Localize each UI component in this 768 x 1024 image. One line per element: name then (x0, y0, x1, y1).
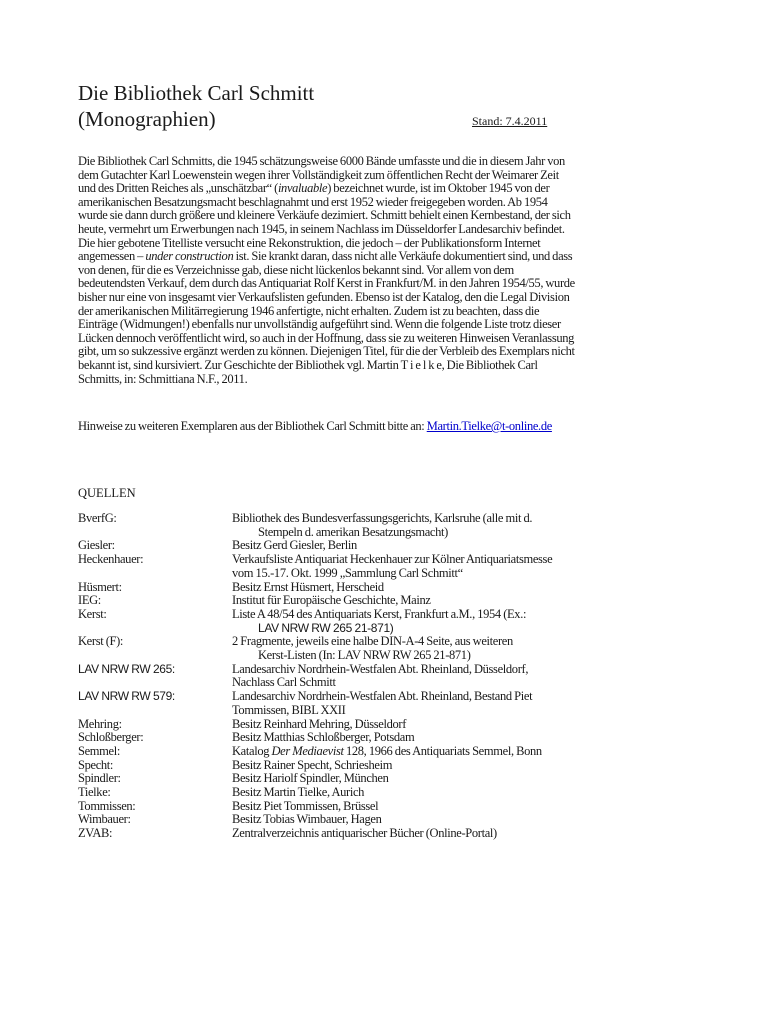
source-key: Hüsmert: (78, 579, 122, 594)
source-value-continued: Tommissen, BIBL XXII (232, 702, 346, 717)
source-value-line: Landesarchiv Nordrhein-Westfalen Abt. Rheinland, Bestand Piet (232, 689, 533, 704)
source-value-continued: Kerst-Listen (In: LAV NRW RW 265 21-871) (258, 648, 471, 663)
source-value-continued: vom 15.-17. Okt. 1999 „Sammlung Carl Schmitt“ (232, 565, 463, 580)
title-line-2: (Monographien) (78, 107, 216, 131)
source-value-line: Landesarchiv Nordrhein-Westfalen Abt. Rheinland, Düsseldorf, (232, 661, 529, 676)
source-key: ZVAB: (78, 826, 113, 841)
intro-paragraph (78, 155, 576, 386)
source-value: Besitz Piet Tommissen, Brüssel (232, 798, 379, 813)
source-value: Zentralverzeichnis antiquarischer Bücher (Online-Portal) (232, 826, 497, 841)
source-row (78, 731, 578, 745)
intro-text-2: ) bezeichnet wurde, ist im Oktober 1945 von der amerikanischen Besatzungsmacht beschlagnahmt und erst 1952 wieder freigegeben worden. Ab 1954 wurde sie dann durch größere und kleinere Verkäufe dezimiert. Schmitt behielt einen Kernbestand, der sich heute, vermehrt um Erwerbungen nach 1945, in seinem Nachlass im Düsseldorfer Landesarchiv befindet. Die hier gebotene Titelliste versucht eine Rekonstruktion, die jedoch – der Publikationsform Internet angemessen – (78, 181, 571, 264)
source-value-line: 2 Fragmente, jeweils eine halbe DIN-A-4 Seite, aus weiteren (232, 634, 513, 649)
source-value-continued: Nachlass Carl Schmitt (232, 675, 336, 690)
source-value-continued: Stempeln d. amerikan Besatzungsmacht) (258, 524, 448, 539)
source-value: Besitz Reinhard Mehring, Düsseldorf (232, 716, 407, 731)
source-value (232, 635, 578, 662)
source-key: Wimbauer: (78, 812, 131, 827)
source-row (78, 827, 578, 841)
source-value (232, 608, 578, 635)
contact-hint (78, 419, 598, 433)
source-key: Kerst: (78, 606, 107, 621)
source-key: BverfG: (78, 511, 117, 525)
under-construction-italic: under construction (145, 249, 234, 264)
source-value-part: 128, 1966 des Antiquariats Semmel, Bonn (343, 743, 542, 758)
source-row (78, 718, 578, 732)
source-value: Besitz Matthias Schloßberger, Potsdam (232, 730, 415, 745)
source-value: Besitz Tobias Wimbauer, Hagen (232, 812, 382, 827)
source-key: Schloßberger: (78, 730, 144, 745)
title-line-1: Die Bibliothek Carl Schmitt (78, 81, 315, 105)
source-value: Besitz Martin Tielke, Aurich (232, 785, 365, 800)
source-value-line: Verkaufsliste Antiquariat Heckenhauer zur Kölner Antiquariatsmesse (232, 552, 553, 567)
source-value: Institut für Europäische Geschichte, Mainz (232, 593, 431, 608)
invaluable-italic: invaluable (277, 181, 328, 196)
source-key: Mehring: (78, 716, 122, 731)
source-key: LAV NRW RW 579: (78, 689, 175, 704)
source-value (232, 745, 578, 759)
source-row (78, 553, 578, 580)
catalog-title-italic: Der Mediaevist (271, 743, 344, 758)
source-row (78, 759, 578, 773)
source-row (78, 786, 578, 800)
source-key: Tielke: (78, 785, 111, 800)
sources-list (78, 512, 578, 841)
hint-text: Hinweise zu weiteren Exemplaren aus der Bibliothek Carl Schmitt bitte an: (78, 419, 427, 433)
source-value: Besitz Ernst Hüsmert, Herscheid (232, 579, 384, 594)
source-row (78, 608, 578, 635)
source-row (78, 800, 578, 814)
source-value: Besitz Rainer Specht, Schriesheim (232, 757, 393, 772)
source-value-line: Liste A 48/54 des Antiquariats Kerst, Frankfurt a.M., 1954 (Ex.: (232, 606, 527, 621)
date-stamp: Stand: 7.4.2011 (472, 114, 548, 128)
source-value (232, 512, 578, 539)
source-value-part: Katalog (232, 743, 272, 758)
source-key: Heckenhauer: (78, 552, 144, 567)
source-value-continued: LAV NRW RW 265 21-871) (258, 620, 394, 635)
source-key: IEG: (78, 593, 101, 608)
source-row (78, 635, 578, 662)
source-row (78, 772, 578, 786)
source-key: Semmel: (78, 743, 120, 758)
source-value (232, 553, 578, 580)
source-row (78, 663, 578, 690)
source-row (78, 539, 578, 553)
source-row (78, 745, 578, 759)
source-key: Kerst (F): (78, 634, 124, 649)
intro-text-1: Die Bibliothek Carl Schmitts, die 1945 schätzungsweise 6000 Bände umfasste und die in diesem Jahr von dem Gutachter Karl Loewenstein wegen ihrer Vollständigkeit zum öffentlichen Recht der Weimarer Zeit und des Dritten Reiches als „unschätzbar“ ( (78, 154, 565, 196)
source-value (232, 663, 578, 690)
source-key: Specht: (78, 757, 114, 772)
email-link[interactable]: Martin.Tielke@t-online.de (426, 419, 552, 433)
document-title (78, 80, 314, 132)
source-key: Spindler: (78, 771, 121, 786)
source-key: Tommissen: (78, 798, 136, 813)
source-value: Besitz Hariolf Spindler, München (232, 771, 389, 786)
source-value (232, 690, 578, 717)
source-row (78, 594, 578, 608)
source-row (78, 690, 578, 717)
source-row (78, 813, 578, 827)
source-value: Besitz Gerd Giesler, Berlin (232, 538, 357, 553)
source-row (78, 581, 578, 595)
source-key: LAV NRW RW 265: (78, 661, 175, 676)
source-value-line: Bibliothek des Bundesverfassungsgerichts, Karlsruhe (alle mit d. (232, 511, 533, 525)
source-row (78, 512, 578, 539)
source-key: Giesler: (78, 538, 115, 553)
intro-text-3: ist. Sie krankt daran, dass nicht alle Verkäufe dokumentiert sind, und dass von denen, für die es Verzeichnisse gab, diese nicht lückenlos bekannt sind. Vor allem von dem bedeutendsten Verkauf, dem durch das Antiquariat Rolf Kerst in Frankfurt/M. in den Jahren 1954/55, wurde bisher nur eine von insgesamt vier Verkaufslisten gefunden. Ebenso ist der Katalog, den die Legal Division der amerikanischen Militärregierung 1946 anfertigte, nicht erhalten. Zudem ist zu beachten, dass die Einträge (Widmungen!) ebenfalls nur unvollständig aufgeführt sind. Wenn die folgende Liste trotz dieser Lücken dennoch veröffentlicht wird, so auch in der Hoffnung, dass sie zu weiteren Hinweisen Veranlassung gibt, um so sukzessive ergänzt werden zu können. Diejenigen Titel, für die der Verbleib des Exemplars nicht bekannt ist, sind kursiviert. Zur Geschichte der Bibliothek vgl. Martin T i e l k e, Die Bibliothek Carl Schmitts, in: Schmittiana N.F., 2011. (78, 249, 575, 386)
section-heading-quellen: QUELLEN (78, 486, 136, 500)
